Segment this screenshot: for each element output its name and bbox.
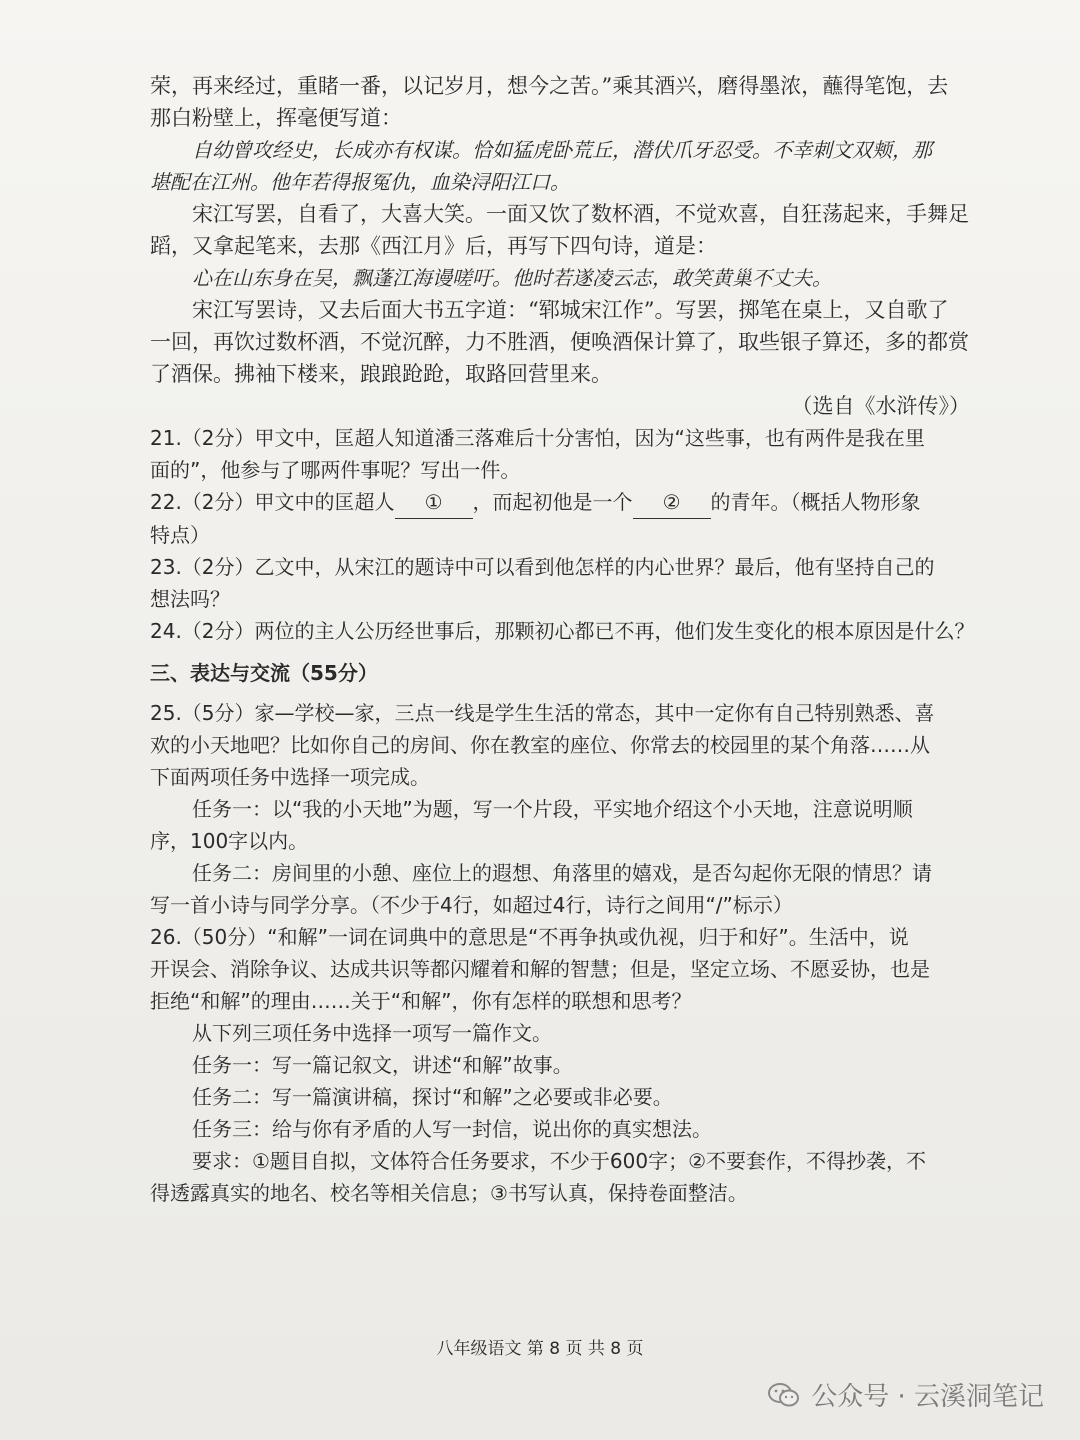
answer-blank-2[interactable]: ② <box>633 486 711 519</box>
question-25-cont: 欢的小天地吧？比如你自己的房间、你在教室的座位、你常去的校园里的某个角落……从 <box>150 733 930 757</box>
q22-middle: ，而起初他是一个 <box>472 490 633 514</box>
question-26-cont: 开误会、消除争议、达成共识等都闪耀着和解的智慧；但是，坚定立场、不愿妥协，也是 <box>150 957 930 981</box>
passage-line: 那白粉壁上，挥毫便写道： <box>150 106 402 130</box>
essay-task-2: 任务二：写一篇演讲稿，探讨“和解”之必要或非必要。 <box>192 1085 673 1109</box>
section-3 <box>150 697 1010 1209</box>
question-26-instruction: 从下列三项任务中选择一项写一篇作文。 <box>192 1021 552 1045</box>
wechat-icon <box>767 1381 801 1409</box>
passage-line: 了酒保。拂袖下楼来，踉踉跄跄，取路回营里来。 <box>150 362 612 386</box>
questions-block <box>150 422 1010 647</box>
q22-prefix: 22.（2分）甲文中的匡超人 <box>150 490 395 514</box>
question-22-cont: 特点） <box>150 523 210 547</box>
page-footer: 八年级语文 第 8 页 共 8 页 <box>436 1339 644 1359</box>
question-25-cont: 下面两项任务中选择一项完成。 <box>150 765 430 789</box>
passage-line: 宋江写罢，自看了，大喜大笑。一面又饮了数杯酒，不觉欢喜，自狂荡起来，手舞足 <box>192 202 969 226</box>
section-3-title: 三、表达与交流（55分） <box>150 661 378 685</box>
watermark-text: 公众号 · 云溪洞笔记 <box>811 1382 1044 1412</box>
question-26-cont: 拒绝“和解”的理由……关于“和解”，你有怎样的联想和思考？ <box>150 989 692 1013</box>
passage-source: （选自《水浒传》） <box>791 394 970 418</box>
poem-line: 自幼曾攻经史，长成亦有权谋。恰如猛虎卧荒丘，潜伏爪牙忍受。不幸刺文双颊，那 <box>192 138 932 162</box>
question-23: 23.（2分）乙文中，从宋江的题诗中可以看到他怎样的内心世界？最后，他有坚持自己的 <box>150 555 935 579</box>
passage-b <box>150 70 1010 422</box>
question-21: 21.（2分）甲文中，匡超人知道潘三落难后十分害怕，因为“这些事，也有两件是我在里 <box>150 426 925 450</box>
essay-task-1: 任务一：写一篇记叙文，讲述“和解”故事。 <box>192 1053 573 1077</box>
passage-line: 宋江写罢诗，又去后面大书五字道：“郓城宋江作”。写罢，掷笔在桌上，又自歌了 <box>192 298 949 322</box>
essay-requirements-cont: 得透露真实的地名、校名等相关信息；③书写认真，保持卷面整洁。 <box>150 1181 748 1205</box>
answer-blank-1[interactable]: ① <box>395 486 473 519</box>
question-22 <box>150 486 1010 519</box>
passage-line: 蹈，又拿起笔来，去那《西江月》后，再写下四句诗，道是： <box>150 234 717 258</box>
task-1-cont: 序，100字以内。 <box>150 829 309 853</box>
task-2: 任务二：房间里的小憩、座位上的遐想、角落里的嬉戏，是否勾起你无限的情思？请 <box>192 861 932 885</box>
question-24: 24.（2分）两位的主人公历经世事后，那颗初心都已不再，他们发生变化的根本原因是什么？ <box>150 619 975 643</box>
q22-suffix: 的青年。（概括人物形象 <box>710 490 921 514</box>
poem-line: 堪配在江州。他年若得报冤仇，血染浔阳江口。 <box>150 170 570 194</box>
passage-line: 荣，再来经过，重睹一番，以记岁月，想今之苦。”乘其酒兴，磨得墨浓，蘸得笔饱，去 <box>150 74 949 98</box>
task-1: 任务一：以“我的小天地”为题，写一个片段，平实地介绍这个小天地，注意说明顺 <box>192 797 913 821</box>
question-21-cont: 面的”，他参与了哪两件事呢？写出一件。 <box>150 458 521 482</box>
task-2-cont: 写一首小诗与同学分享。（不少于4行，如超过4行，诗行之间用“/”标示） <box>150 893 793 917</box>
essay-requirements: 要求：①题目自拟，文体符合任务要求，不少于600字；②不要套作，不得抄袭，不 <box>192 1149 927 1173</box>
question-25: 25.（5分）家—学校—家，三点一线是学生生活的常态，其中一定你有自己特别熟悉、喜 <box>150 701 935 725</box>
page-content <box>150 70 1010 1209</box>
essay-task-3: 任务三：给与你有矛盾的人写一封信，说出你的真实想法。 <box>192 1117 712 1141</box>
watermark <box>767 1376 1044 1413</box>
poem-line: 心在山东身在吴，飘蓬江海谩嗟吁。他时若遂凌云志，敢笑黄巢不丈夫。 <box>192 266 832 290</box>
question-23-cont: 想法吗？ <box>150 587 230 611</box>
question-26: 26.（50分）“和解”一词在词典中的意思是“不再争执或仇视，归于和好”。生活中，说 <box>150 925 909 949</box>
passage-line: 一回，再饮过数杯酒，不觉沉醉，力不胜酒，便唤酒保计算了，取些银子算还，多的都赏 <box>150 330 969 354</box>
